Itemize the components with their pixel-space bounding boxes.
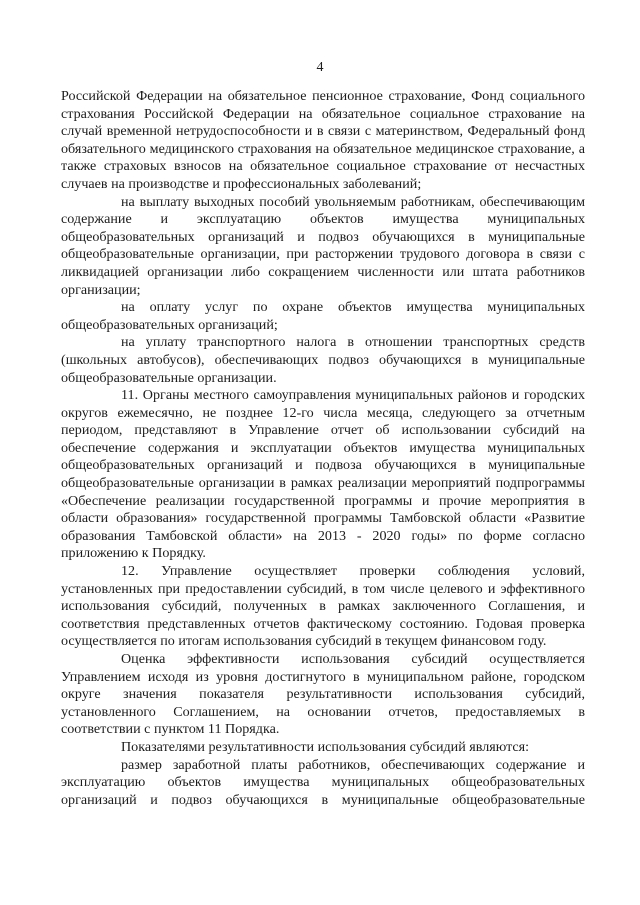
paragraph-item-11-reporting: 11. Органы местного самоуправления муниципальных районов и городских округов ежемесячно, не позднее 12-го числа месяца, следующего за отчетным периодом, представляют в Управление отчет об использовании субсидий на обеспечение содержания и эксплуатации объектов имущества муниципальных общеобразовательных организаций и подвоза обучающихся в муниципальные общеобразовательные организации в рамках реализации мероприятий подпрограммы «Обеспечение реализации государственной программы и прочие мероприятия в области образования» государственной программы Тамбовской области «Развитие образования Тамбовской области» на 2013 - 2020 годы» по форме согласно приложению к Порядку. (61, 387, 585, 562)
paragraph-security-services: на оплату услуг по охране объектов имущества муниципальных общеобразовательных организаций; (61, 299, 585, 333)
paragraph-efficiency-assessment: Оценка эффективности использования субсидий осуществляется Управлением исходя из уровня достигнутого в муниципальном районе, городском округе значения показателя результативности использования субсидий, установленного Соглашением, на основании отчетов, предоставляемых в соответствии с пунктом 11 Порядка. (61, 651, 585, 738)
paragraph-transport-tax: на уплату транспортного налога в отношении транспортных средств (школьных автобусов), обеспечивающих подвоз обучающихся в муниципальные общеобразовательные организации. (61, 334, 585, 386)
paragraph-salary-indicator: размер заработной платы работников, обеспечивающих содержание и эксплуатацию объектов имущества муниципальных общеобразовательных организаций и подвоз обучающихся в муниципальные общеобразовательные (61, 756, 585, 808)
paragraph-indicators-heading: Показателями результативности использования субсидий являются: (121, 738, 530, 755)
paragraph-severance-payments: на выплату выходных пособий увольняемым работникам, обеспечивающим содержание и эксплуатацию объектов имущества муниципальных общеобразовательных организаций и подвоз обучающихся в муниципальные общеобразовательные организации, при расторжении трудового договора в связи с ликвидацией организации либо сокращением численности или штата работников организации; (61, 193, 585, 298)
page-number: 4 (316, 60, 324, 75)
paragraph-contributions-continuation: Российской Федерации на обязательное пенсионное страхование, Фонд социального страхования Российской Федерации на обязательное социальное страхование на случай временной нетрудоспособности и в связи с материнством, Федеральный фонд обязательного медицинского страхования на обязательное медицинское страхование, а также страховых взносов на обязательное социальное страхование от несчастных случаев на производстве и профессиональных заболеваний; (61, 88, 585, 192)
paragraph-item-12-inspections: 12. Управление осуществляет проверки соблюдения условий, установленных при предоставлении субсидий, в том числе целевого и эффективного использования субсидий, полученных в рамках заключенного Соглашения, и соответствия представленных отчетов фактическому состоянию. Годовая проверка осуществляется по итогам использования субсидий в текущем финансовом году. (61, 563, 585, 650)
document-body (61, 88, 585, 809)
